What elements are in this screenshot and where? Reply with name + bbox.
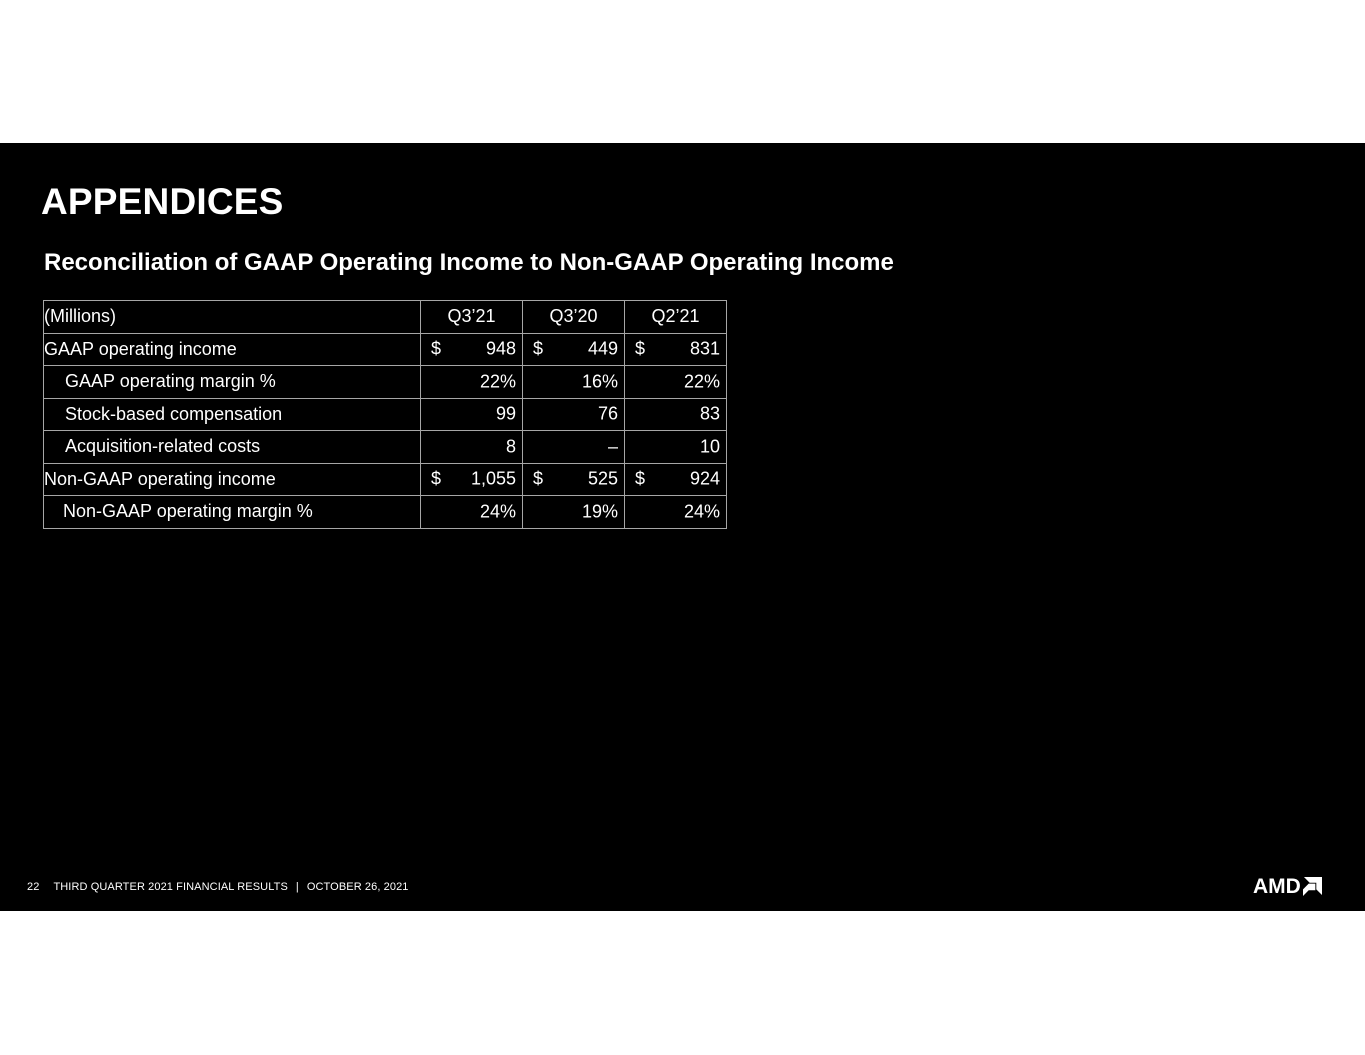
table-cell [523,431,625,464]
footer-separator: | [295,881,299,893]
table-row [44,463,727,496]
table-cell [421,496,523,529]
row-label: GAAP operating margin % [44,366,421,399]
cell-value: 24% [683,501,720,522]
cell-value: 449 [587,338,618,359]
cell-value: 24% [479,501,516,522]
table-row [44,496,727,529]
column-header: Q3’20 [523,301,625,334]
slide [0,143,1365,911]
row-label: Stock-based compensation [44,398,421,431]
slide-title: APPENDICES [41,181,284,222]
table-row [44,333,727,366]
amd-arrow-icon [1303,877,1322,896]
table-cell [523,333,625,366]
amd-logo [1253,876,1322,897]
cell-value: 525 [587,468,618,489]
cell-value: 83 [699,403,720,424]
table-cell [421,398,523,431]
currency-symbol: $ [635,468,646,489]
cell-value: – [607,436,618,457]
table-row [44,431,727,464]
table-header-row [44,301,727,334]
cell-value: 99 [495,403,516,424]
reconciliation-table [43,300,727,529]
currency-symbol: $ [533,338,544,359]
table-cell [523,496,625,529]
table-row [44,398,727,431]
header-label: (Millions) [44,301,421,334]
table-cell [625,431,727,464]
table-cell [421,463,523,496]
logo-wordmark: AMD [1253,875,1301,898]
cell-value: 8 [505,436,516,457]
table-cell [625,496,727,529]
cell-value: 924 [689,468,720,489]
slide-subtitle: Reconciliation of GAAP Operating Income to Non-GAAP Operating Income [44,249,894,276]
row-label: Acquisition-related costs [44,431,421,464]
currency-symbol: $ [635,338,646,359]
currency-symbol: $ [431,338,442,359]
cell-value: 22% [683,371,720,392]
cell-value: 948 [485,338,516,359]
footer-title: THIRD QUARTER 2021 FINANCIAL RESULTS [53,881,288,893]
table-cell [625,463,727,496]
table-cell [625,366,727,399]
column-header: Q3’21 [421,301,523,334]
table-cell [523,463,625,496]
cell-value: 831 [689,338,720,359]
table-cell [421,333,523,366]
table-row [44,366,727,399]
row-label: Non-GAAP operating income [44,463,421,496]
row-label: GAAP operating income [44,333,421,366]
cell-value: 10 [699,436,720,457]
table-cell [421,431,523,464]
row-label: Non-GAAP operating margin % [44,496,421,529]
cell-value: 76 [597,403,618,424]
cell-value: 16% [581,371,618,392]
footer-date: OCTOBER 26, 2021 [306,881,409,893]
currency-symbol: $ [533,468,544,489]
table-cell [523,366,625,399]
table-cell [625,333,727,366]
cell-value: 19% [581,501,618,522]
slide-footer [27,881,409,893]
currency-symbol: $ [431,468,442,489]
cell-value: 1,055 [470,468,516,489]
cell-value: 22% [479,371,516,392]
table-cell [625,398,727,431]
page-number: 22 [27,881,40,893]
table-cell [523,398,625,431]
column-header: Q2’21 [625,301,727,334]
table-cell [421,366,523,399]
